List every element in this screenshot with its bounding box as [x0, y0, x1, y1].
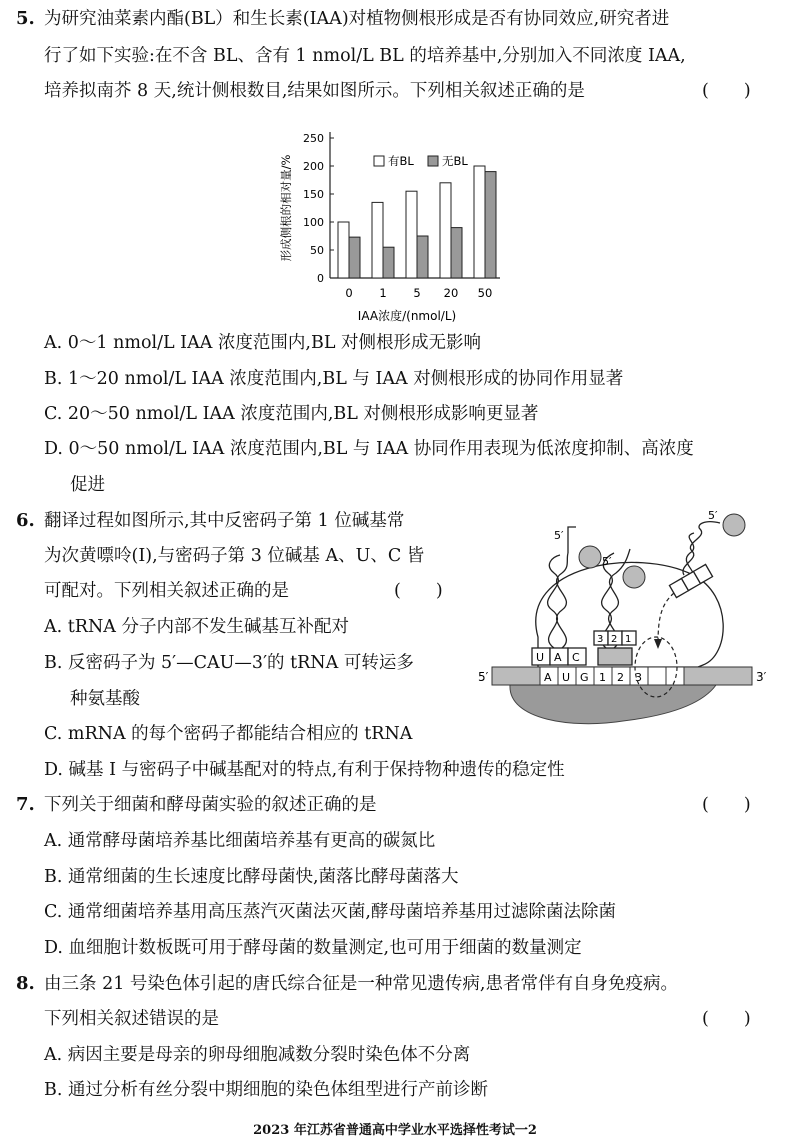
amino-acid-ball-1 — [579, 546, 601, 568]
bar-without-bl-1 — [383, 247, 394, 278]
question-5-answer-paren: ( ) — [702, 81, 751, 101]
legend-swatch-1 — [428, 156, 438, 166]
anticodon-base-2: A — [554, 651, 562, 664]
question-8-stem-line-2: 下列相关叙述错误的是 — [44, 1009, 219, 1029]
question-5-number: 5. — [16, 8, 35, 29]
x-tick-label-20: 20 — [443, 286, 459, 300]
question-5-stem-line-1: 为研究油菜素内酯(BL）和生长素(IAA)对植物侧根形成是否有协同效应,研究者进 — [44, 9, 670, 29]
y-tick-label-4: 200 — [303, 160, 324, 173]
question-5-option-d-line-2: 促进 — [70, 475, 105, 495]
question-5-stem-line-3: 培养拟南芥 8 天,统计侧根数目,结果如图所示。下列相关叙述正确的是 — [44, 81, 585, 101]
question-5-option-b: B. 1～20 nmol/L IAA 浓度范围内,BL 与 IAA 对侧根形成的协同作用显著 — [44, 369, 624, 389]
codon-base-3: G — [580, 671, 589, 684]
question-6-stem-line-3: 可配对。下列相关叙述正确的是 — [44, 581, 289, 601]
x-tick-label-50: 50 — [477, 286, 493, 300]
bar-with-bl-1 — [372, 202, 383, 278]
question-7-option-a: A. 通常酵母菌培养基比细菌培养基有更高的碳氮比 — [44, 831, 436, 851]
question-6-option-b-line-2: 种氨基酸 — [70, 689, 140, 709]
x-tick-label-1: 1 — [379, 286, 387, 300]
question-8-option-a: A. 病因主要是母亲的卵母细胞减数分裂时染色体不分离 — [44, 1045, 471, 1065]
bar-with-bl-50 — [474, 166, 485, 278]
anticodon-position-3: 3 — [597, 634, 604, 645]
question-6-stem-line-1: 翻译过程如图所示,其中反密码子第 1 位碱基常 — [44, 511, 405, 531]
y-tick-label-2: 100 — [303, 216, 324, 229]
codon-position-3: 3 — [635, 671, 642, 684]
question-7-answer-paren: ( ) — [702, 795, 751, 815]
amino-acid-ball-3 — [723, 514, 745, 536]
y-axis-label: 形成侧根的相对量/% — [279, 154, 293, 262]
legend-label-0: 有BL — [388, 154, 414, 168]
bar-with-bl-0 — [338, 222, 349, 278]
question-6-answer-paren: ( ) — [394, 581, 443, 601]
three-prime-label: 3′ — [756, 670, 767, 684]
bar-without-bl-0 — [349, 237, 360, 278]
y-tick-label-5: 250 — [303, 132, 324, 145]
y-tick-label-3: 150 — [303, 188, 324, 201]
legend-label-1: 无BL — [442, 154, 468, 168]
bar-without-bl-5 — [417, 236, 428, 278]
x-axis-label: IAA浓度/(nmol/L) — [357, 309, 457, 322]
anticodon-position-2: 2 — [611, 634, 618, 645]
trna1-five-prime: 5′ — [554, 529, 564, 542]
question-6-number: 6. — [16, 510, 35, 531]
question-7-option-c: C. 通常细菌培养基用高压蒸汽灭菌法灭菌,酵母菌培养基用过滤除菌法除菌 — [44, 902, 616, 922]
question-6-option-a: A. tRNA 分子内部不发生碱基互补配对 — [44, 617, 349, 637]
x-tick-label-5: 5 — [413, 286, 421, 300]
y-tick-label-1: 50 — [310, 244, 324, 257]
codon-base-1: A — [544, 671, 552, 684]
ribosome-small-subunit — [510, 685, 716, 724]
anticodon-position-1: 1 — [625, 634, 632, 645]
x-tick-label-0: 0 — [345, 286, 353, 300]
question-6-option-d: D. 碱基 I 与密码子中碱基配对的特点,有利于保持物种遗传的稳定性 — [44, 760, 565, 780]
question-6-option-c: C. mRNA 的每个密码子都能结合相应的 tRNA — [44, 724, 413, 744]
page-footer: 2023 年江苏省普通高中学业水平选择性考试一2 — [253, 1123, 537, 1138]
question-7-number: 7. — [16, 794, 35, 815]
codon-position-1: 1 — [599, 671, 606, 684]
anticodon-base-1: U — [536, 651, 545, 664]
anticodon-base-3: C — [572, 651, 580, 664]
bar-without-bl-50 — [485, 172, 496, 278]
codon-base-2: U — [562, 671, 571, 684]
legend-swatch-0 — [374, 156, 384, 166]
bar-without-bl-20 — [451, 228, 462, 278]
question-8-number: 8. — [16, 973, 35, 994]
five-prime-label: 5′ — [478, 670, 489, 684]
arrow — [658, 593, 674, 645]
bar-chart — [0, 112, 790, 322]
trna-uac — [532, 527, 586, 665]
translation-diagram — [478, 505, 778, 735]
question-8-option-b: B. 通过分析有丝分裂中期细胞的染色体组型进行产前诊断 — [44, 1080, 488, 1100]
question-6-option-b-line-1: B. 反密码子为 5′—CAU—3′的 tRNA 可转运多 — [44, 653, 414, 673]
question-5-option-a: A. 0～1 nmol/L IAA 浓度范围内,BL 对侧根形成无影响 — [44, 333, 482, 353]
question-5-option-c: C. 20～50 nmol/L IAA 浓度范围内,BL 对侧根形成影响更显著 — [44, 404, 539, 424]
trna3-five-prime: 5′ — [708, 509, 718, 522]
question-7-stem: 下列关于细菌和酵母菌实验的叙述正确的是 — [44, 795, 377, 815]
codon-position-2: 2 — [617, 671, 624, 684]
question-6-stem-line-2: 为次黄嘌呤(I),与密码子第 3 位碱基 A、U、C 皆 — [44, 546, 425, 566]
bar-with-bl-5 — [406, 191, 417, 278]
amino-acid-ball-2 — [623, 566, 645, 588]
question-5-option-d-line-1: D. 0～50 nmol/L IAA 浓度范围内,BL 与 IAA 协同作用表现为低浓度抑制、高浓度 — [44, 439, 694, 459]
trna2-five-prime: 5′ — [602, 555, 612, 568]
bar-with-bl-20 — [440, 183, 451, 278]
y-tick-label-0: 0 — [317, 272, 324, 285]
question-7-option-d: D. 血细胞计数板既可用于酵母菌的数量测定,也可用于细菌的数量测定 — [44, 938, 582, 958]
question-5-stem-line-2: 行了如下实验:在不含 BL、含有 1 nmol/L BL 的培养基中,分别加入不同浓度 IAA, — [44, 46, 686, 66]
question-8-stem-line-1: 由三条 21 号染色体引起的唐氏综合征是一种常见遗传病,患者常伴有自身免疫病。 — [44, 974, 678, 994]
trna-incoming — [669, 522, 720, 598]
question-8-answer-paren: ( ) — [702, 1009, 751, 1029]
question-7-option-b: B. 通常细菌的生长速度比酵母菌快,菌落比酵母菌落大 — [44, 867, 459, 887]
